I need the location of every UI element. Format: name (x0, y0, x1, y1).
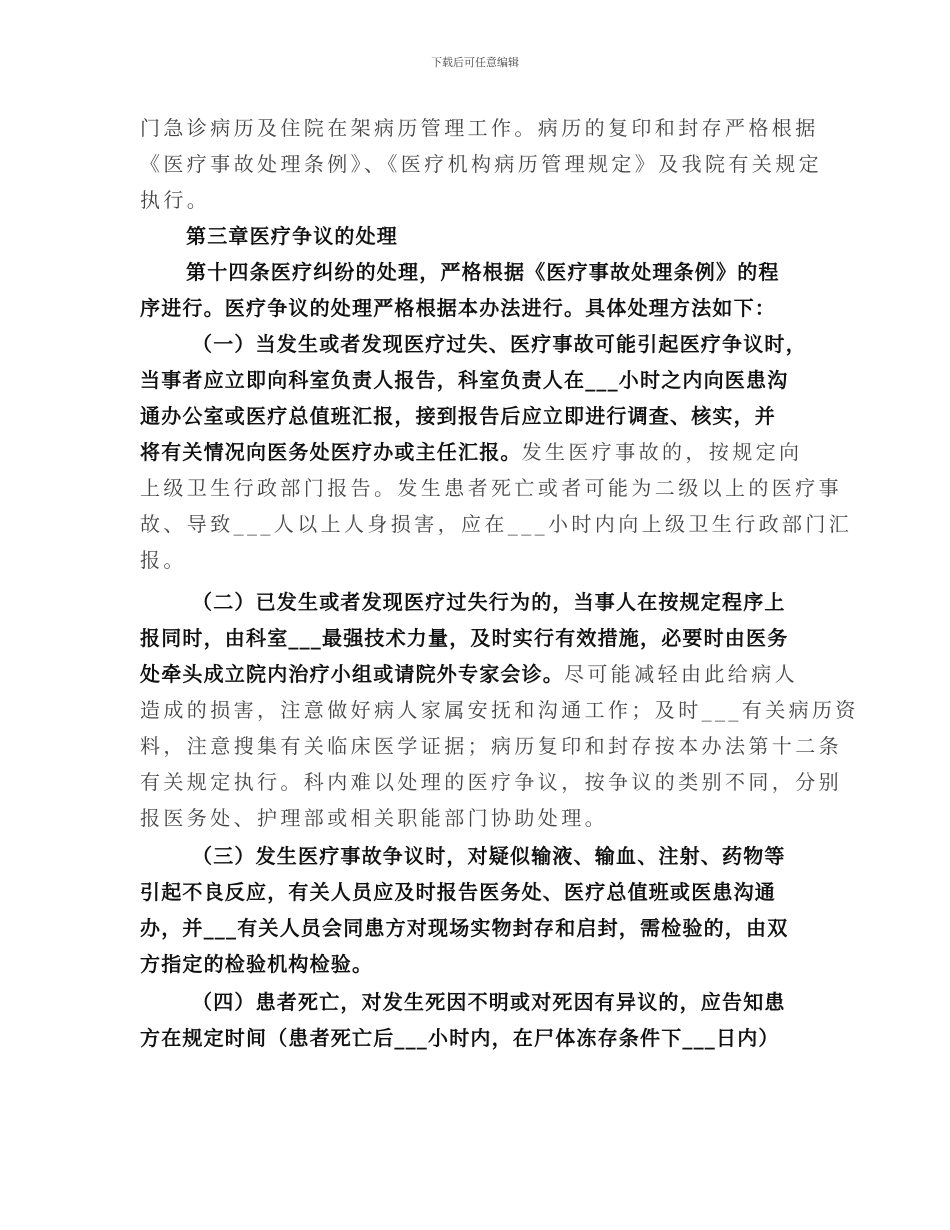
text-line: 当事者应立即向科室负责人报告，科室负责人在___小时之内向医患沟 (140, 368, 789, 392)
text-line: 门急诊病历及住院在架病历管理工作。病历的复印和封存严格根据 (140, 116, 819, 140)
text-line: （二）已发生或者发现医疗过失行为的，当事人在按规定程序上 (192, 590, 786, 614)
text-line: 报同时，由科室___最强技术力量，及时实行有效措施，必要时由医务 (140, 626, 789, 650)
text-line: 报医务处、护理部或相关职能部门协助处理。 (140, 806, 608, 830)
bold-segment: 将有关情况向医务处医疗办或主任汇报。 (140, 440, 522, 464)
text-line-mixed (140, 434, 812, 470)
text-line: 报。 (140, 548, 187, 572)
item-1 (140, 326, 853, 578)
normal-segment: 尽可能减轻由此给病人 (564, 662, 798, 686)
document-body (140, 110, 859, 1056)
text-line-mixed (140, 656, 812, 692)
text-line: （三）发生医疗事故争议时，对疑似输液、输血、注射、药物等 (192, 844, 786, 868)
text-line: 办，并___有关人员会同患方对现场实物封存和启封，需检验的，由双 (140, 916, 789, 940)
item-2 (140, 584, 859, 836)
text-line: 《医疗事故处理条例》、《医疗机构病历管理规定》及我院有关规定 (140, 152, 822, 176)
article-14 (140, 254, 812, 326)
item-3 (140, 838, 812, 982)
text-line: 方在规定时间（患者死亡后___小时内，在尸体冻存条件下___日内） (140, 1026, 780, 1050)
text-line: 方指定的检验机构检验。 (140, 952, 374, 976)
text-line: 造成的损害，注意做好病人家属安抚和沟通工作；及时___有关病历资 (140, 698, 859, 722)
text-line: （一）当发生或者发现医疗过失、医疗事故可能引起医疗争议时， (192, 332, 807, 356)
bold-segment: 处牵头成立院内治疗小组或请院外专家会诊。 (140, 662, 564, 686)
text-line: 序进行。医疗争议的处理严格根据本办法进行。具体处理方法如下： (140, 296, 776, 320)
text-line: （四）患者死亡，对发生死因不明或对死因有异议的，应告知患 (192, 990, 786, 1014)
page-header: 下载后可任意编辑 (431, 56, 519, 69)
text-line: 通办公室或医疗总值班汇报，接到报告后应立即进行调查、核实，并 (140, 404, 776, 428)
text-line: 故、导致___人以上人身损害，应在___小时内向上级卫生行政部门汇 (140, 512, 853, 536)
text-line: 第十四条医疗纠纷的处理，严格根据《医疗事故处理条例》的程 (186, 260, 780, 284)
text-line: 有关规定执行。科内难以处理的医疗争议，按争议的类别不同，分别 (140, 770, 842, 794)
text-line: 引起不良反应，有关人员应及时报告医务处、医疗总值班或医患沟通 (140, 880, 776, 904)
chapter-heading: 第三章医疗争议的处理 (186, 224, 398, 248)
item-4 (140, 984, 812, 1056)
normal-segment: 发生医疗事故的，按规定向 (521, 440, 803, 464)
text-line: 执行。 (140, 188, 211, 212)
text-line: 上级卫生行政部门报告。发生患者死亡或者可能为二级以上的医疗事 (140, 476, 842, 500)
paragraph-records-management (140, 110, 822, 218)
text-line: 料，注意搜集有关临床医学证据；病历复印和封存按本办法第十二条 (140, 734, 842, 758)
